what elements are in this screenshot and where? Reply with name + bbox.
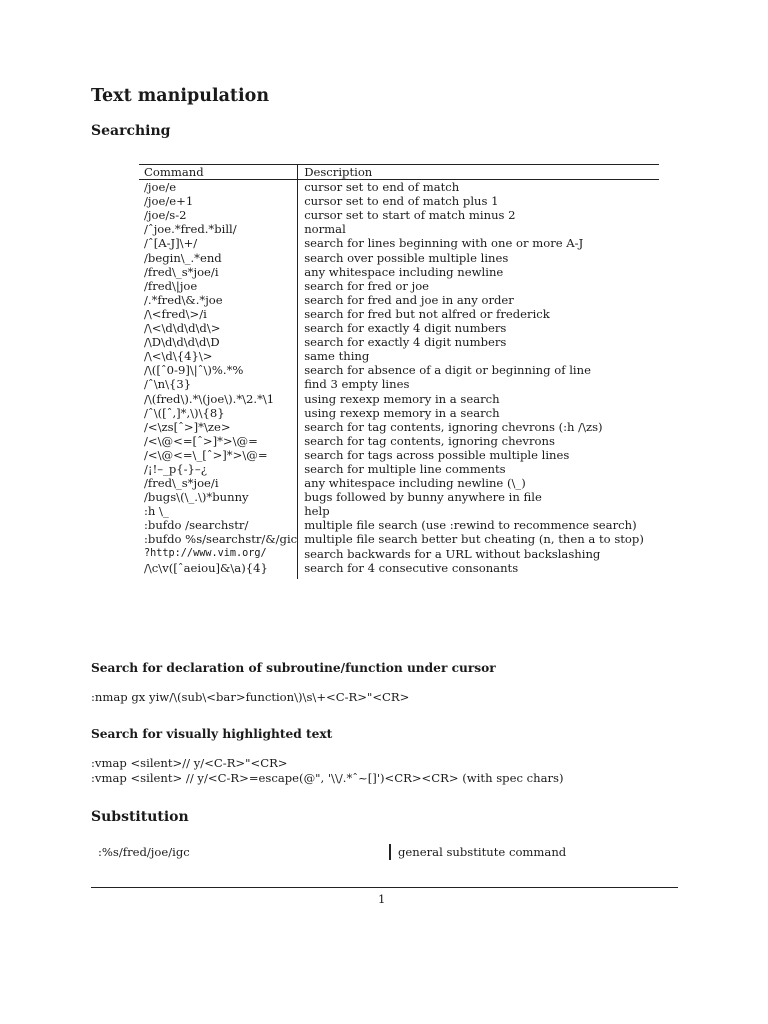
description-cell: search for tags across possible multiple lines — [304, 447, 570, 462]
substitution-command: :%s/fred/joe/igc — [98, 845, 190, 859]
command-cell: /joe/e+1 — [139, 194, 298, 208]
description-cell: search over possible multiple lines — [304, 250, 509, 265]
page-title: Text manipulation — [91, 86, 270, 106]
command-cell: /¡!–_p{-}–¿ — [139, 462, 298, 476]
table-row — [139, 265, 659, 279]
visual-search-heading: Search for visually highlighted text — [91, 727, 333, 741]
description-cell: using rexexp memory in a search — [304, 391, 500, 406]
description-cell: cursor set to end of match — [304, 180, 460, 195]
command-cell: /<\zs[ˆ>]*\ze> — [139, 420, 298, 434]
table-row — [139, 504, 659, 518]
command-cell: :bufdo /searchstr/ — [139, 518, 298, 532]
column-header-description: Description — [298, 165, 659, 180]
declaration-search-heading: Search for declaration of subroutine/function under cursor — [91, 661, 496, 675]
description-cell: search for exactly 4 digit numbers — [304, 321, 507, 336]
command-cell: /\(fred\).*\(joe\).*\2.*\1 — [139, 392, 298, 406]
table-row — [139, 293, 659, 307]
command-cell: /ˆjoe.*fred.*bill/ — [139, 222, 298, 236]
table-row — [139, 561, 659, 579]
table-row — [139, 434, 659, 448]
table-row — [139, 547, 659, 561]
table-row — [139, 420, 659, 434]
description-cell: any whitespace including newline (\_) — [304, 476, 526, 491]
visual-search-code-2: :vmap <silent> // y/<C-R>=escape(@", '\\/.*ˆ~[]')<CR><CR> (with spec chars) — [91, 771, 564, 785]
declaration-search-code: :nmap gx yiw/\(sub\<bar>function\)\s\+<C-R>"<CR> — [91, 690, 410, 704]
description-cell: search for absence of a digit or beginning of line — [304, 363, 591, 378]
command-cell: /fred\_s*joe/i — [139, 476, 298, 490]
table-row — [139, 321, 659, 335]
description-cell: find 3 empty lines — [304, 377, 410, 392]
description-cell: help — [304, 504, 330, 519]
command-cell: /\<\d\{4}\> — [139, 349, 298, 363]
command-cell: /ˆ[A-J]\+/ — [139, 236, 298, 250]
table-row — [139, 532, 659, 546]
description-cell: same thing — [304, 349, 370, 364]
command-cell: /<\@<=\_[ˆ>]*>\@= — [139, 448, 298, 462]
command-cell: /<\@<=[ˆ>]*>\@= — [139, 434, 298, 448]
searching-heading: Searching — [91, 123, 171, 139]
page-number: 1 — [378, 892, 386, 906]
description-cell: bugs followed by bunny anywhere in file — [304, 490, 542, 505]
table-row — [139, 518, 659, 532]
table-row — [139, 476, 659, 490]
table-row — [139, 349, 659, 363]
substitution-heading: Substitution — [91, 809, 189, 825]
command-cell: /\<fred\>/i — [139, 307, 298, 321]
table-row — [139, 335, 659, 349]
description-cell: multiple file search better but cheating (n, then a to stop) — [304, 532, 644, 547]
table-row — [139, 222, 659, 236]
table-row — [139, 208, 659, 222]
description-cell: search for fred and joe in any order — [304, 292, 514, 307]
command-cell: /\c\v([ˆaeiou]&\a){4} — [139, 561, 298, 579]
description-cell: search for fred or joe — [304, 278, 430, 293]
command-cell: ?http://www.vim.org/ — [139, 547, 298, 561]
command-cell: /fred\_s*joe/i — [139, 265, 298, 279]
table-row — [139, 392, 659, 406]
description-cell: cursor set to start of match minus 2 — [304, 208, 516, 223]
search-commands-table — [139, 164, 659, 579]
description-cell: search for multiple line comments — [304, 461, 506, 476]
substitution-row — [98, 844, 598, 862]
footer-rule — [91, 887, 678, 888]
table-row — [139, 462, 659, 476]
table-row — [139, 490, 659, 504]
command-cell: /fred\|joe — [139, 279, 298, 293]
command-cell: :h \_ — [139, 504, 298, 518]
column-header-command: Command — [139, 165, 298, 180]
table-row — [139, 279, 659, 293]
table-row — [139, 307, 659, 321]
table-row — [139, 251, 659, 265]
visual-search-code-1: :vmap <silent>// y/<C-R>"<CR> — [91, 756, 288, 770]
description-cell: search for tag contents, ignoring chevrons — [304, 433, 555, 448]
description-cell: using rexexp memory in a search — [304, 405, 500, 420]
table-row — [139, 406, 659, 420]
table-row — [139, 236, 659, 250]
command-cell: /.*fred\&.*joe — [139, 293, 298, 307]
substitution-description: general substitute command — [398, 845, 567, 859]
command-cell: /\([ˆ0-9]\|ˆ\)%.*% — [139, 363, 298, 377]
description-cell: search for tag contents, ignoring chevrons (:h /\zs) — [304, 419, 603, 434]
description-cell: any whitespace including newline — [304, 264, 504, 279]
command-cell: /\D\d\d\d\d\D — [139, 335, 298, 349]
column-divider — [389, 844, 391, 860]
table-row — [139, 377, 659, 391]
table-row — [139, 448, 659, 462]
description-cell: search backwards for a URL without backslashing — [304, 546, 601, 561]
description-cell: search for 4 consecutive consonants — [304, 560, 519, 575]
description-cell: search for fred but not alfred or frederick — [304, 306, 550, 321]
command-cell: /joe/s-2 — [139, 208, 298, 222]
command-cell: /\<\d\d\d\d\> — [139, 321, 298, 335]
command-cell: /ˆ\n\{3} — [139, 377, 298, 391]
table-row — [139, 363, 659, 377]
command-cell: /joe/e — [139, 180, 298, 195]
description-cell: normal — [304, 222, 346, 237]
table-row — [139, 180, 659, 195]
command-cell: /begin\_.*end — [139, 251, 298, 265]
description-cell: search for exactly 4 digit numbers — [304, 335, 507, 350]
description-cell: multiple file search (use :rewind to recommence search) — [304, 518, 637, 533]
command-cell: :bufdo %s/searchstr/&/gic — [139, 532, 298, 546]
command-cell: /ˆ\([ˆ,]*,\)\{8} — [139, 406, 298, 420]
description-cell: search for lines beginning with one or more A-J — [304, 236, 584, 251]
table-header-row — [139, 165, 659, 180]
command-cell: /bugs\(\_.\)*bunny — [139, 490, 298, 504]
table-row — [139, 194, 659, 208]
description-cell: cursor set to end of match plus 1 — [304, 194, 499, 209]
